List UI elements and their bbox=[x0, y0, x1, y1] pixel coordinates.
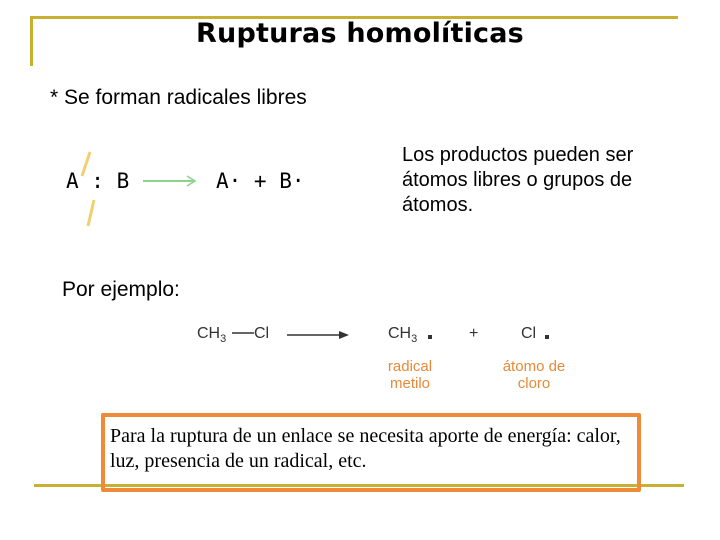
reactant-cl: Cl bbox=[254, 325, 270, 342]
label1-line2: metilo bbox=[389, 375, 430, 392]
product-chlorine: Cl bbox=[521, 325, 537, 342]
product-methyl bbox=[388, 325, 417, 345]
reactant-sub: 3 bbox=[220, 333, 227, 346]
example-label: Por ejemplo: bbox=[62, 278, 180, 301]
example-plus: + bbox=[469, 325, 479, 342]
page-title: Rupturas homolíticas bbox=[196, 18, 524, 49]
highlight-box-text: Para la ruptura de un enlace se necesita aporte de energía: calor, luz, presencia de un radical, etc. bbox=[110, 425, 621, 472]
single-bond-line bbox=[232, 326, 254, 338]
equation-products: A· + B· bbox=[216, 169, 305, 193]
example-reactant bbox=[197, 325, 226, 345]
label-radical-metilo bbox=[372, 358, 448, 392]
reaction-arrow-icon bbox=[143, 174, 199, 188]
radical-dot-2 bbox=[545, 335, 549, 339]
bullet-text: * Se forman radicales libres bbox=[50, 86, 307, 109]
product1-sub: 3 bbox=[411, 333, 418, 346]
equation-reactant: A : B bbox=[66, 169, 130, 193]
label1-line1: radical bbox=[387, 358, 433, 375]
label2-line2: cloro bbox=[517, 375, 551, 392]
products-note: Los productos pueden ser átomos libres o grupos de átomos. bbox=[402, 144, 634, 216]
label2-line1: átomo de bbox=[502, 358, 566, 375]
example-arrow-icon bbox=[287, 328, 351, 342]
label-atomo-cloro bbox=[487, 358, 581, 392]
product1-ch: CH bbox=[388, 325, 412, 342]
radical-dot-1 bbox=[428, 335, 432, 339]
reactant-ch: CH bbox=[197, 325, 221, 342]
